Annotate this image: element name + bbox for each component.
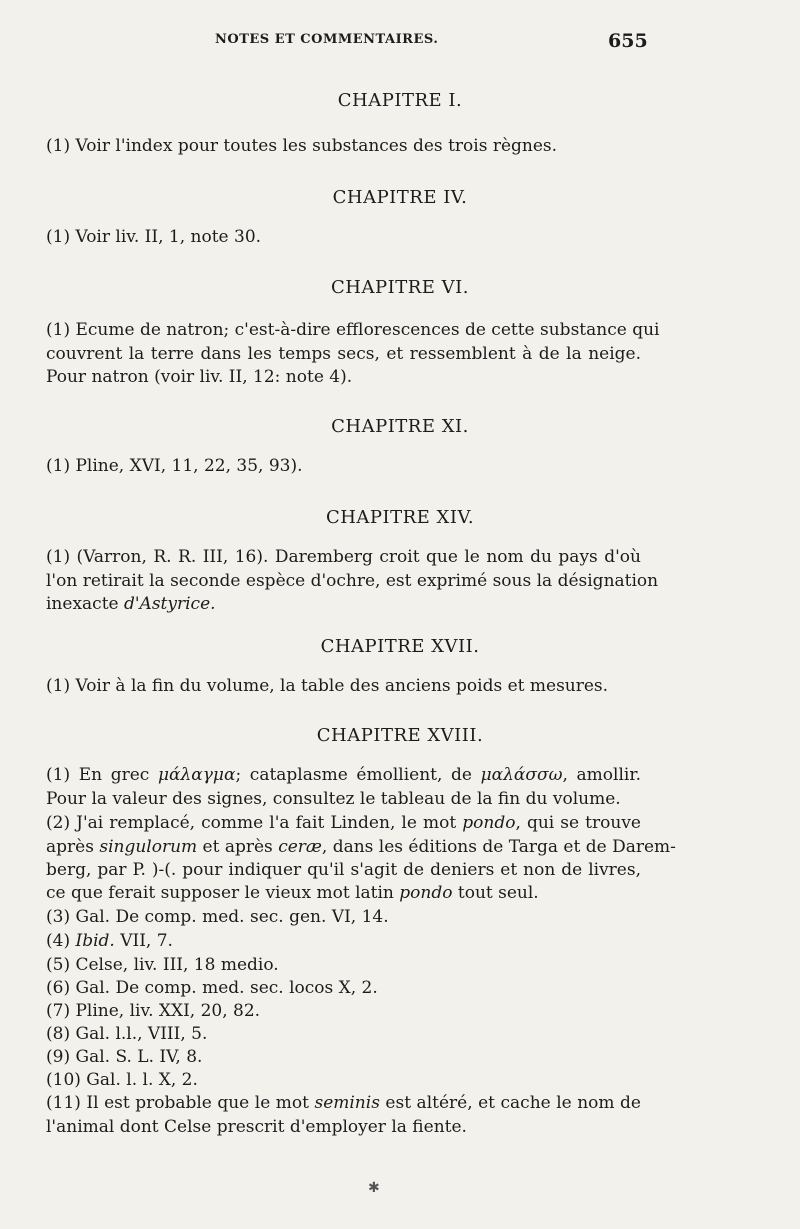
text-span: inexacte <box>46 594 124 614</box>
greek-word: μαλάσσω <box>480 765 563 785</box>
chapter-heading-4: CHAPITRE IV. <box>332 187 468 208</box>
note-text <box>46 764 641 786</box>
note-text: l'animal dont Celse prescrit d'employer la fiente. <box>46 1117 467 1137</box>
note-text <box>46 882 641 904</box>
text-span: après <box>46 837 100 857</box>
text-span: tout seul. <box>452 883 539 903</box>
text-span: (4) <box>46 931 76 951</box>
note-text <box>46 593 641 615</box>
text-span: VII, 7. <box>114 931 173 951</box>
text-span: ; cataplasme émollient, de <box>235 765 481 785</box>
note-text: (3) Gal. De comp. med. sec. gen. VI, 14. <box>46 907 389 927</box>
italic-span: seminis <box>314 1093 380 1113</box>
chapter-heading-11: CHAPITRE XI. <box>331 416 469 437</box>
chapter-heading-18: CHAPITRE XVIII. <box>316 725 484 746</box>
ornament-icon: ✱ <box>368 1180 380 1196</box>
note-text: (10) Gal. l. l. X, 2. <box>46 1070 198 1090</box>
note-text <box>46 836 676 858</box>
note-text <box>46 812 641 834</box>
chapter-heading-17: CHAPITRE XVII. <box>320 636 480 657</box>
text-span: (11) Il est probable que le mot <box>46 1093 315 1113</box>
italic-span: ceræ <box>278 837 322 857</box>
note-text: Pour la valeur des signes, consultez le tableau de la fin du volume. <box>46 789 621 809</box>
note-text: (5) Celse, liv. III, 18 medio. <box>46 955 279 975</box>
text-span: , dans les éditions de Targa et de Darem- <box>321 837 676 857</box>
running-title: NOTES ET COMMENTAIRES. <box>215 32 439 47</box>
note-text: (1) Voir liv. II, 1, note 30. <box>46 227 262 247</box>
note-text: (1) (Varron, R. R. III, 16). Daremberg croit que le nom du pays d'où <box>46 547 641 567</box>
text-span: est altéré, et cache le nom de <box>379 1093 641 1113</box>
italic-span: d'Astyrice. <box>124 594 216 614</box>
note-text: Pour natron (voir liv. II, 12: note 4). <box>46 367 353 387</box>
note-text: (6) Gal. De comp. med. sec. locos X, 2. <box>46 978 378 998</box>
chapter-heading-14: CHAPITRE XIV. <box>325 507 475 528</box>
note-text: (1) Voir à la fin du volume, la table des anciens poids et mesures. <box>46 676 609 696</box>
note-text <box>46 930 641 952</box>
note-text: (1) Ecume de natron; c'est-à-dire efflorescences de cette substance qui <box>46 320 660 340</box>
note-text: berg, par P. )-(. pour indiquer qu'il s'agit de deniers et non de livres, <box>46 860 641 880</box>
note-text: (7) Pline, liv. XXI, 20, 82. <box>46 1001 261 1021</box>
page-number: 655 <box>608 30 648 52</box>
greek-word: μάλαγμα <box>157 765 236 785</box>
note-text: l'on retirait la seconde espèce d'ochre, est exprimé sous la désignation <box>46 571 659 591</box>
text-span: et après <box>197 837 279 857</box>
chapter-heading-6: CHAPITRE VI. <box>331 277 469 298</box>
text-span: (1) En grec <box>46 765 158 785</box>
note-text <box>46 1092 641 1114</box>
text-span: , amollir. <box>562 765 641 785</box>
note-text: (8) Gal. l.l., VIII, 5. <box>46 1024 208 1044</box>
note-text: (1) Pline, XVI, 11, 22, 35, 93). <box>46 456 303 476</box>
italic-span: pondo <box>462 813 516 833</box>
italic-span: singulorum <box>99 837 198 857</box>
note-text: couvrent la terre dans les temps secs, et ressemblent à de la neige. <box>46 344 641 364</box>
chapter-heading-1: CHAPITRE I. <box>337 90 463 111</box>
text-span: (2) J'ai remplacé, comme l'a fait Linden, le mot <box>46 813 463 833</box>
note-text: (1) Voir l'index pour toutes les substances des trois règnes. <box>46 136 558 156</box>
text-span: ce que ferait supposer le vieux mot latin <box>46 883 400 903</box>
note-text: (9) Gal. S. L. IV, 8. <box>46 1047 203 1067</box>
italic-span: Ibid. <box>75 931 115 951</box>
italic-span: pondo <box>399 883 453 903</box>
text-span: , qui se trouve <box>515 813 641 833</box>
